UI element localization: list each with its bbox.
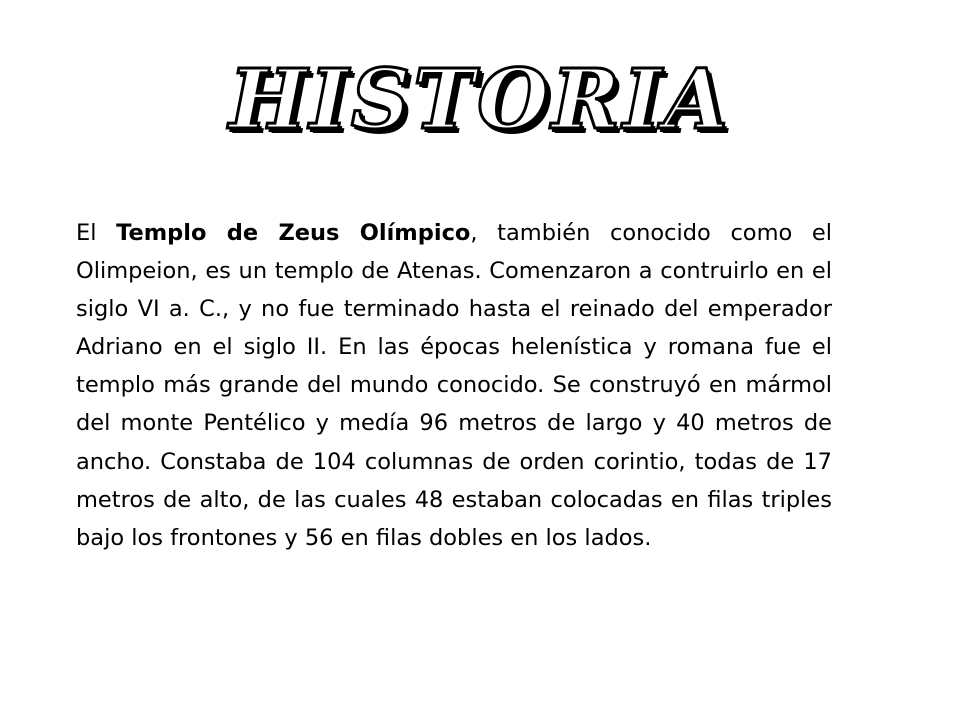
paragraph-rest: , también conocido como el Olimpeion, es un templo de Atenas. Comenzaron a contruirlo en el siglo VI a. C., y no fue terminado hasta el reinado del emperador Adriano en el siglo II. En las épocas helenística y romana fue el templo más grande del mundo conocido. Se construyó en mármol del monte Pentélico y medía 96 metros de largo y 40 metros de ancho. Constaba de 104 columnas de orden corintio, todas de 17 metros de alto, de las cuales 48 estaban colocadas en filas triples bajo los frontones y 56 en filas dobles en los lados. — [76, 220, 832, 551]
paragraph-intro: El — [76, 220, 117, 246]
slide-title: HISTORIA — [229, 52, 731, 148]
body-paragraph — [76, 214, 832, 557]
temple-name-bold: Templo de Zeus Olímpico — [116, 220, 471, 246]
